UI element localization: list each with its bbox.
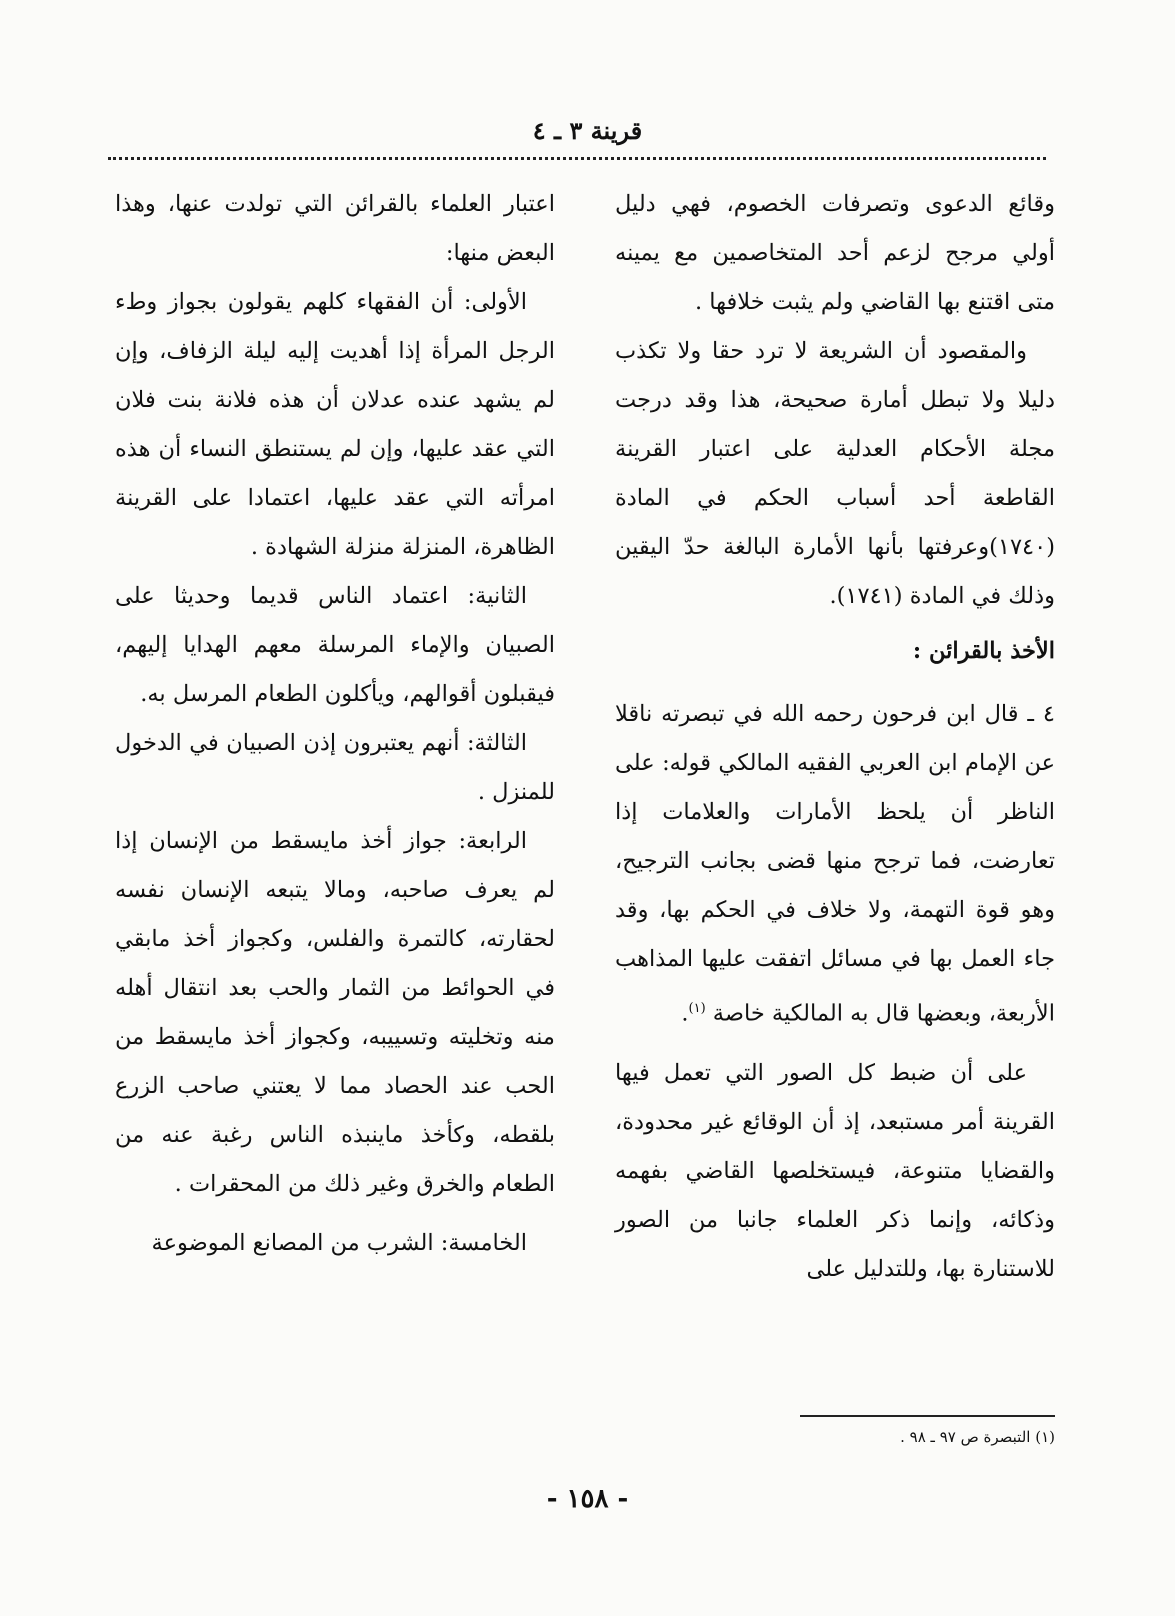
section-heading: الأخذ بالقرائن : [912,638,1055,664]
paragraph: وقائع الدعوى وتصرفات الخصوم، فهي دليل أولي مرجح لزعم أحد المتخاصمين مع يمينه متى اقتنع بها القاضي ولم يثبت خلافها . [615,191,1055,315]
paragraph: الرابعة: جواز أخذ مايسقط من الإنسان إذا لم يعرف صاحبه، ومالا يتبعه الإنسان نفسه لحقارته، كالتمرة والفلس، وكجواز أخذ مابقي في الحوائط من الثمار والحب بعد انتقال أهله منه وتخليته وتسييبه، وكجواز أخذ مايسقط من الحب عند الحصاد مما لا يعتني صاحب الزرع بلقطه، وكأخذ ماينبذه الناس رغبة عنه من الطعام والخرق وغير ذلك من المحقرات . [115,828,555,1197]
paragraph: الثانية: اعتماد الناس قديما وحديثا على الصبيان والإماء المرسلة معهم الهدايا إليهم، فيقبلون أقوالهم، ويأكلون الطعام المرسل به. [115,583,555,707]
paragraph: الثالثة: أنهم يعتبرون إذن الصبيان في الدخول للمنزل . [115,730,555,805]
paragraph [615,690,1055,1039]
running-head: قرينة ٣ ـ ٤ [532,116,643,145]
footnote-rule [800,1415,1055,1417]
paragraph: الأولى: أن الفقهاء كلهم يقولون بجواز وطء الرجل المرأة إذا أهديت إليه ليلة الزفاف، وإن لم يشهد عنده عدلان أن هذه فلانة بنت فلان التي عقد عليها، وإن لم يستنطق النساء أن هذه امرأته التي عقد عليها، اعتمادا على القرينة الظاهرة، المنزلة منزلة الشهادة . [115,289,555,560]
footnote: (١) التبصرة ص ٩٧ ـ ٩٨ . [900,1428,1055,1446]
footnote-marker: (١) [688,1001,706,1016]
paragraph: اعتبار العلماء بالقرائن التي تولدت عنها، وهذا البعض منها: [115,191,555,266]
header-dotted-rule [108,157,1046,160]
left-column [115,180,555,1268]
right-column [615,180,1055,1294]
paragraph: على أن ضبط كل الصور التي تعمل فيها القرينة أمر مستبعد، إذ أن الوقائع غير محدودة، والقضايا متنوعة، فيستخلصها القاضي بفهمه وذكائه، وإنما ذكر العلماء جانبا من الصور للاستنارة بها، وللتدليل على [615,1059,1055,1282]
paragraph-end: . [681,1000,689,1027]
paragraph-text: ٤ ـ قال ابن فرحون رحمه الله في تبصرته ناقلا عن الإمام ابن العربي الفقيه المالكي قوله: على الناظر أن يلحظ الأمارات والعلامات إذا تعارضت، فما ترجح منها قضى بجانب الترجيح، وهو قوة التهمة، ولا خلاف في الحكم بها، وقد جاء العمل بها في مسائل اتفقت عليها المذاهب الأربعة، وبعضها قال به المالكية خاصة [615,701,1055,1027]
paragraph: الخامسة: الشرب من المصانع الموضوعة [151,1230,527,1256]
page-number: - ١٥٨ - [546,1484,629,1514]
paragraph: والمقصود أن الشريعة لا ترد حقا ولا تكذب دليلا ولا تبطل أمارة صحيحة، هذا وقد درجت مجلة الأحكام العدلية على اعتبار القرينة القاطعة أحد أسباب الحكم في المادة (١٧٤٠)وعرفتها بأنها الأمارة البالغة حدّ اليقين وذلك في المادة (١٧٤١). [615,338,1055,609]
